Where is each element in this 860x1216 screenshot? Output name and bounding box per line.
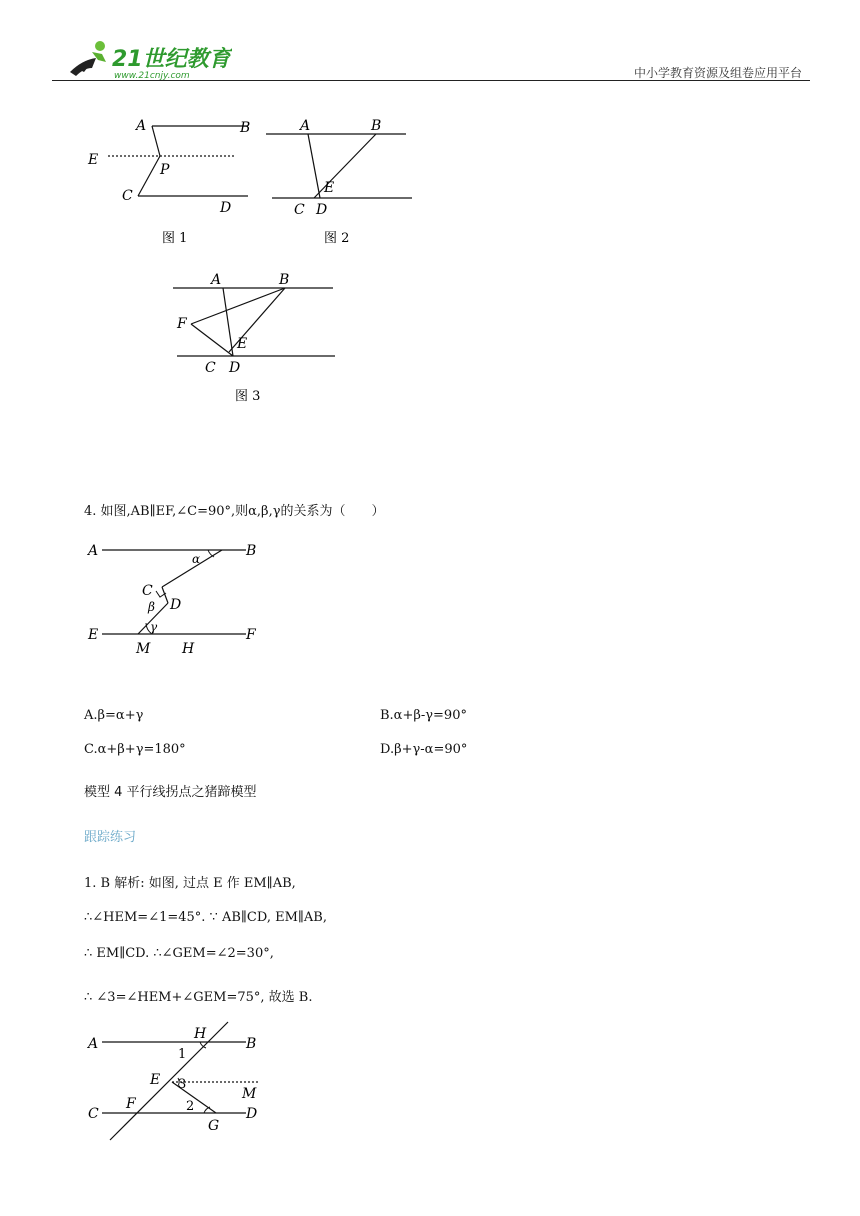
sol-label-m: M	[242, 1086, 257, 1102]
header-platform-text: 中小学教育资源及组卷应用平台	[633, 66, 802, 80]
q4-label-alpha: α	[192, 552, 201, 566]
figures-1-2	[80, 110, 420, 250]
q4-label-gamma: γ	[150, 620, 158, 634]
fig1-label-b: B	[240, 120, 251, 136]
question-4-figure	[82, 535, 272, 660]
fig3-label-d: D	[229, 360, 241, 376]
fig2-label-c: C	[294, 202, 305, 218]
fig3-label-e: E	[237, 336, 248, 352]
q4-label-d: D	[170, 597, 182, 613]
q4-label-m: M	[136, 641, 151, 657]
solution-line-4: ∴ ∠3=∠HEM+∠GEM=75°, 故选 B.	[84, 990, 313, 1005]
brand-text: 21世纪教育	[112, 47, 231, 72]
solution-line-3: ∴ EM∥CD. ∴∠GEM=∠2=30°,	[84, 946, 274, 961]
fig3-caption: 图 3	[235, 389, 261, 404]
q4-label-beta: β	[148, 600, 155, 614]
fig3-label-c: C	[205, 360, 216, 376]
fig1-label-c: C	[122, 188, 133, 204]
solution-line-1: 1. B 解析: 如图, 过点 E 作 EM∥AB,	[84, 876, 296, 891]
figure-3	[165, 268, 345, 408]
q4-label-c: C	[142, 583, 153, 599]
fig1-label-a: A	[136, 118, 147, 134]
q4-label-a: A	[88, 543, 99, 559]
fig2-label-e: E	[324, 180, 335, 196]
brand-url: www.21cnjy.com	[114, 71, 190, 80]
runner-icon	[70, 41, 106, 76]
sol-label-b: B	[246, 1036, 257, 1052]
option-d: D.β+γ-α=90°	[380, 742, 468, 757]
figure-2	[266, 134, 412, 198]
option-b: B.α+β-γ=90°	[380, 708, 467, 723]
q4-label-b: B	[246, 543, 257, 559]
sol-label-3: 3	[178, 1077, 187, 1092]
fig1-caption: 图 1	[162, 231, 188, 246]
figure-1	[108, 126, 248, 196]
fig1-label-e: E	[88, 152, 99, 168]
q4-label-h: H	[182, 641, 195, 657]
fig2-label-d: D	[316, 202, 328, 218]
sol-label-f: F	[126, 1096, 136, 1112]
sol-label-c: C	[88, 1106, 99, 1122]
fig1-label-p: P	[160, 162, 170, 178]
sol-label-e: E	[150, 1072, 161, 1088]
fig1-label-d: D	[220, 200, 232, 216]
question-4-stem: 4. 如图,AB∥EF,∠C=90°,则α,β,γ的关系为（ ）	[84, 504, 385, 519]
fig2-label-a: A	[300, 118, 311, 134]
section-title: 跟踪练习	[84, 830, 137, 845]
fig2-label-b: B	[371, 118, 382, 134]
sol-label-g: G	[208, 1118, 220, 1134]
fig3-label-f: F	[177, 316, 187, 332]
fig2-caption: 图 2	[324, 231, 350, 246]
fig3-label-a: A	[211, 272, 222, 288]
fig3-label-b: B	[279, 272, 290, 288]
option-c: C.α+β+γ=180°	[84, 742, 186, 757]
model-4-title: 模型 4 平行线拐点之猪蹄模型	[84, 785, 257, 800]
sol-label-1: 1	[178, 1047, 187, 1062]
option-a: A.β=α+γ	[84, 708, 144, 723]
q4-label-f: F	[246, 627, 256, 643]
sol-label-a: A	[88, 1036, 99, 1052]
q4-label-e: E	[88, 627, 99, 643]
site-logo	[62, 38, 232, 84]
header-divider	[52, 80, 810, 81]
solution-figure	[82, 1018, 282, 1148]
solution-line-2: ∴∠HEM=∠1=45°. ∵ AB∥CD, EM∥AB,	[84, 910, 327, 925]
sol-label-d: D	[246, 1106, 258, 1122]
sol-label-h: H	[194, 1026, 207, 1042]
sol-label-2: 2	[186, 1099, 195, 1114]
